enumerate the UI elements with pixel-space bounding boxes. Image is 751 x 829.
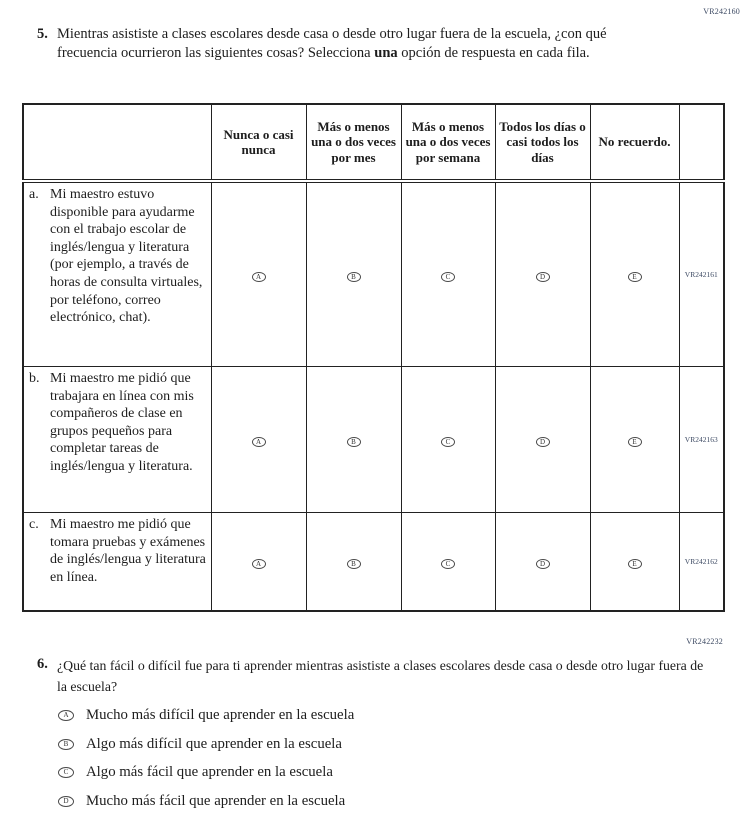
bubble-a4[interactable]: D (536, 272, 550, 282)
question-6-text: ¿Qué tan fácil o difícil fue para ti aprender mientras asististe a clases escolares desde casa o desde otro lugar fuera de la escuela? (57, 658, 704, 694)
row-c-text: Mi maestro me pidió que tomara pruebas y exámenes de inglés/lengua y literatura en línea. (50, 517, 206, 585)
header-nunca: Nunca o casi nunca (211, 104, 306, 181)
bubble-c1[interactable]: A (252, 559, 266, 569)
row-b-letter: b. (29, 371, 40, 386)
page-code-top: VR242160 (703, 7, 740, 16)
q6-option-b (58, 730, 354, 759)
question-5-bold-word: una (374, 45, 398, 61)
question-6-options (58, 701, 354, 816)
q6-bubble-b[interactable]: B (58, 739, 74, 750)
q6-option-d-text: Mucho más fácil que aprender en la escuela (86, 793, 346, 810)
page-code-middle: VR242232 (686, 637, 723, 646)
bubble-c4[interactable]: D (536, 559, 550, 569)
header-veces-semana: Más o menos una o dos veces por semana (401, 104, 495, 181)
row-a-vr-code: VR242161 (679, 181, 724, 367)
bubble-c5[interactable]: E (628, 559, 642, 569)
bubble-c3[interactable]: C (441, 559, 455, 569)
header-todos-dias: Todos los días o casi todos los días (495, 104, 590, 181)
bubble-a3[interactable]: C (441, 272, 455, 282)
q6-bubble-d[interactable]: D (58, 796, 74, 807)
bubble-b5[interactable]: E (628, 437, 642, 447)
row-a-text: Mi maestro estuvo disponible para ayudarme con el trabajo escolar de inglés/lengua y literatura (por ejemplo, a través de horas de consulta virtuales, por teléfono, correo electrónico, chat). (50, 187, 203, 326)
row-c-vr-code: VR242162 (679, 513, 724, 612)
row-b-label (23, 367, 211, 513)
header-veces-mes: Más o menos una o dos veces por mes (306, 104, 401, 181)
table-row-c (23, 513, 724, 612)
question-5-number: 5. (37, 26, 48, 42)
row-c-label (23, 513, 211, 612)
bubble-b4[interactable]: D (536, 437, 550, 447)
header-empty (23, 104, 211, 181)
question-6 (37, 655, 705, 697)
question-5 (37, 25, 613, 63)
q6-option-d (58, 787, 354, 816)
frequency-table (22, 103, 725, 612)
bubble-a5[interactable]: E (628, 272, 642, 282)
q6-option-a-text: Mucho más difícil que aprender en la escuela (86, 706, 355, 723)
q6-bubble-a[interactable]: A (58, 710, 74, 721)
header-no-recuerdo: No recuerdo. (590, 104, 679, 181)
bubble-a1[interactable]: A (252, 272, 266, 282)
question-5-text (57, 25, 613, 63)
header-vr-column (679, 104, 724, 181)
bubble-b3[interactable]: C (441, 437, 455, 447)
table-row-a (23, 181, 724, 367)
bubble-b2[interactable]: B (347, 437, 361, 447)
q6-bubble-c[interactable]: C (58, 767, 74, 778)
q6-option-a (58, 701, 354, 730)
table-row-b (23, 367, 724, 513)
row-b-vr-code: VR242163 (679, 367, 724, 513)
question-5-text-end: opción de respuesta en cada fila. (397, 45, 590, 61)
q6-option-c-text: Algo más fácil que aprender en la escuela (86, 764, 333, 781)
row-b-text: Mi maestro me pidió que trabajara en línea con mis compañeros de clase en grupos pequeños para completar tareas de inglés/lengua y literatura. (50, 371, 194, 474)
row-a-letter: a. (29, 187, 39, 202)
bubble-c2[interactable]: B (347, 559, 361, 569)
row-a-label (23, 181, 211, 367)
row-c-letter: c. (29, 517, 39, 532)
q6-option-c (58, 759, 354, 788)
q6-option-b-text: Algo más difícil que aprender en la escuela (86, 735, 342, 752)
bubble-b1[interactable]: A (252, 437, 266, 447)
bubble-a2[interactable]: B (347, 272, 361, 282)
question-6-number: 6. (37, 656, 48, 672)
table-header-row (23, 104, 724, 181)
question-5-text-start: Mientras asististe a clases escolares desde casa o desde otro lugar fuera de la escuela, ¿con qué frecuencia ocurrieron las siguientes cosas? Selecciona (57, 26, 607, 61)
